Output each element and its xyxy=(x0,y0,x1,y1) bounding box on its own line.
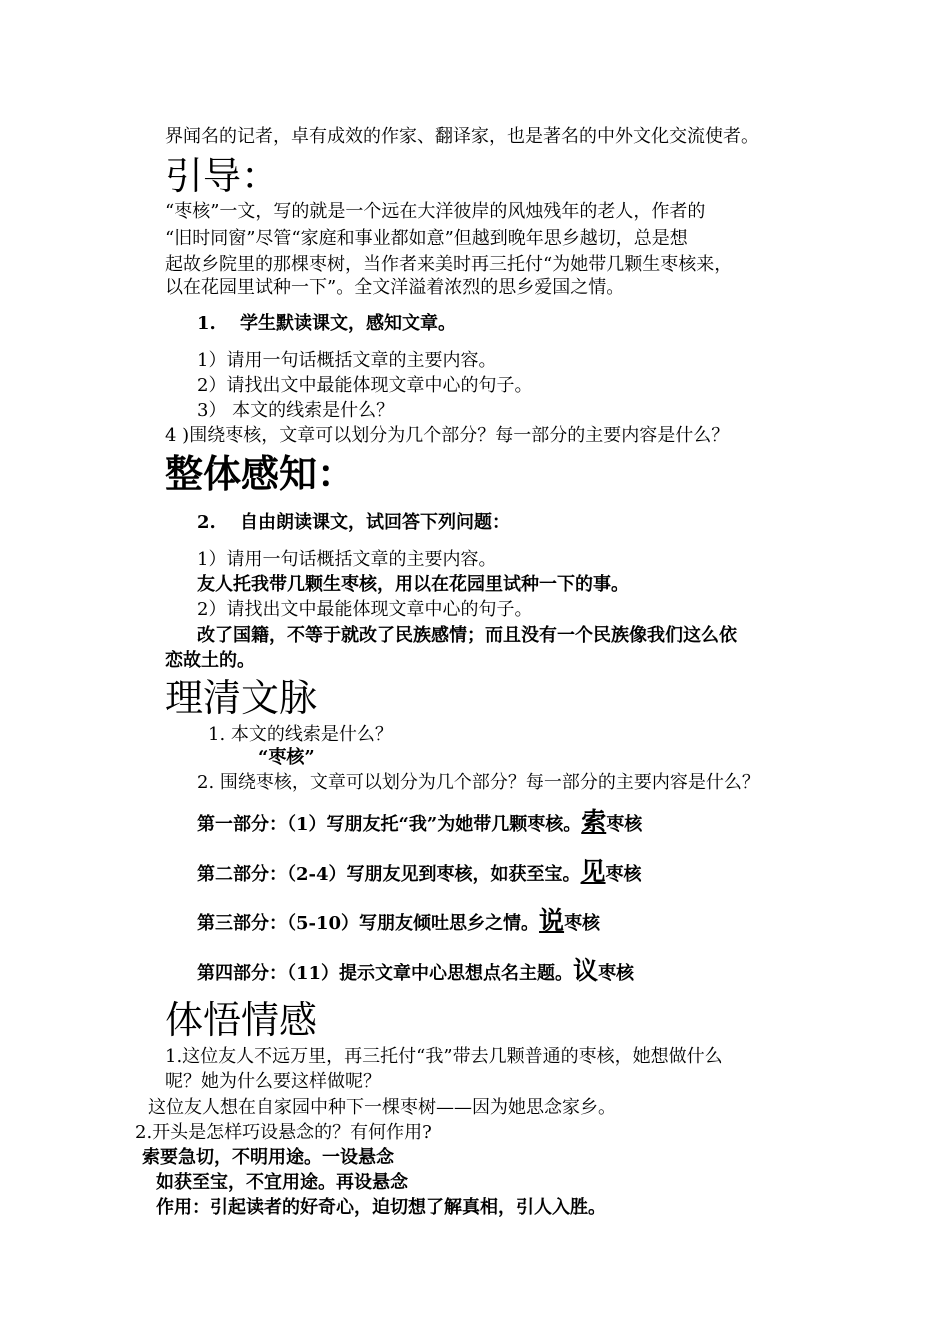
emotion-answer-1: 这位友人想在自家园中种下一棵枣树——因为她思念家乡。 xyxy=(148,1097,616,1118)
overall-answer-2-line-2: 恋故土的。 xyxy=(165,650,255,671)
overall-answer-2-line-1: 改了国籍，不等于就改了民族感情；而且没有一个民族像我们这么依 xyxy=(197,625,737,646)
overall-answer-1: 友人托我带几颗生枣核，用以在花园里试种一下的事。 xyxy=(197,574,629,595)
part-suffix: 枣核 xyxy=(606,814,643,835)
emotion-question-1-line-1: 1.这位友人不远万里，再三托付“我”带去几颗普通的枣核，她想做什么 xyxy=(165,1046,723,1067)
part-row-2 xyxy=(197,857,642,886)
part-key-char: 索 xyxy=(581,807,607,836)
context-question-1: 1. 本文的线索是什么？ xyxy=(208,724,393,745)
guide-para-line-2: “旧时同窗”尽管“家庭和事业都如意”但越到晚年思乡越切，总是想 xyxy=(165,228,688,249)
part-suffix: 枣核 xyxy=(605,864,642,885)
heading-guide: 引导： xyxy=(165,154,280,198)
guide-para-line-4: 以在花园里试种一下”。全文洋溢着浓烈的思乡爱国之情。 xyxy=(165,277,625,298)
heading-context: 理清文脉 xyxy=(165,676,318,720)
part-row-1 xyxy=(197,807,643,836)
overall-question-1: 1）请用一句话概括文章的主要内容。 xyxy=(197,549,497,570)
part-text: 第一部分：（1）写朋友托“我”为她带几颗枣核。 xyxy=(197,814,582,835)
emotion-question-1-line-2: 呢？她为什么要这样做呢？ xyxy=(165,1071,381,1092)
guide-question-2: 2）请找出文中最能体现文章中心的句子。 xyxy=(197,375,533,396)
guide-para-line-3: 起故乡院里的那棵枣树，当作者来美时再三托付“为她带几颗生枣核来， xyxy=(165,254,733,275)
heading-overall: 整体感知： xyxy=(165,452,356,496)
emotion-answer-2-line-2: 如获至宝，不宜用途。再设悬念 xyxy=(156,1172,408,1193)
part-key-char: 说 xyxy=(539,906,565,935)
guide-question-4: 4 )围绕枣核，文章可以划分为几个部分？每一部分的主要内容是什么？ xyxy=(165,425,730,446)
heading-emotion: 体悟情感 xyxy=(165,998,318,1042)
emotion-question-2: 2.开头是怎样巧设悬念的？有何作用? xyxy=(135,1122,432,1143)
overall-task-title: 2. 自由朗读课文，试回答下列问题： xyxy=(197,512,511,533)
context-answer-1: “枣核” xyxy=(258,747,315,768)
part-key-char: 议 xyxy=(573,956,599,985)
emotion-answer-2-line-1: 索要急切，不明用途。一设悬念 xyxy=(142,1147,394,1168)
overall-question-2: 2）请找出文中最能体现文章中心的句子。 xyxy=(197,599,533,620)
intro-line: 界闻名的记者，卓有成效的作家、翻译家，也是著名的中外文化交流使者。 xyxy=(165,126,759,147)
part-row-3 xyxy=(197,906,601,935)
part-key-char: 见 xyxy=(580,857,606,886)
part-text: 第三部分：（5-10）写朋友倾吐思乡之情。 xyxy=(197,913,540,934)
part-suffix: 枣核 xyxy=(598,963,635,984)
part-text: 第二部分：（2-4）写朋友见到枣核，如获至宝。 xyxy=(197,864,581,885)
guide-question-3: 3） 本文的线索是什么？ xyxy=(197,400,395,421)
part-suffix: 枣核 xyxy=(564,913,601,934)
guide-para-line-1: “枣核”一文，写的就是一个远在大洋彼岸的风烛残年的老人，作者的 xyxy=(165,201,706,222)
part-row-4 xyxy=(197,956,635,985)
guide-task-title: 1. 学生默读课文，感知文章。 xyxy=(197,313,457,334)
context-question-2: 2. 围绕枣核，文章可以划分为几个部分？每一部分的主要内容是什么？ xyxy=(197,772,760,793)
guide-question-1: 1）请用一句话概括文章的主要内容。 xyxy=(197,350,497,371)
part-text: 第四部分：（11）提示文章中心思想点名主题。 xyxy=(197,963,574,984)
emotion-answer-2-line-3: 作用：引起读者的好奇心，迫切想了解真相，引人入胜。 xyxy=(156,1197,606,1218)
